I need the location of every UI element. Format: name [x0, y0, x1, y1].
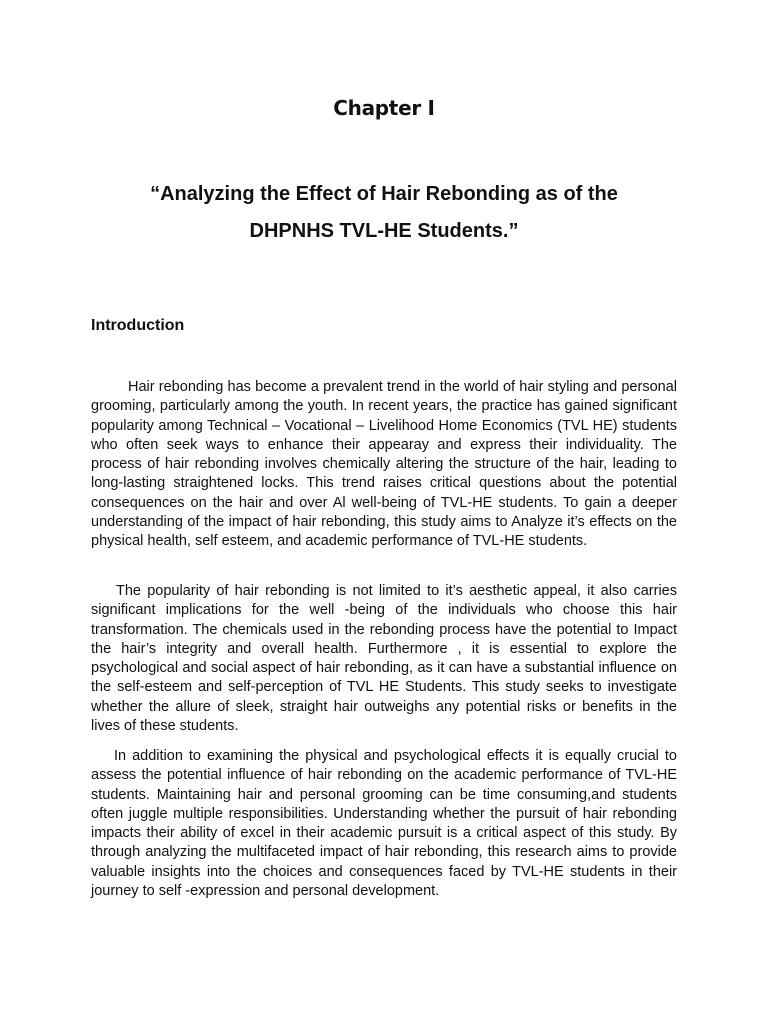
paragraph-1: Hair rebonding has become a prevalent trend in the world of hair styling and personal grooming, particularly among the youth. In recent years, the practice has gained significant popularity among Technical – Vocational – Livelihood Home Economics (TVL HE) students who often seek ways to enhance their appearay and express their individuality. The process of hair rebonding involves chemically altering the structure of the hair, leading to long-lasting straightened locks. This trend raises critical questions about the potential consequences on the hair and over Al well-being of TVL-HE students. To gain a deeper understanding of the impact of hair rebonding, this study aims to Analyze it’s effects on the physical health, self esteem, and academic performance of TVL-HE students. — [91, 379, 677, 550]
section-heading-introduction: Introduction — [91, 317, 185, 334]
document-title — [90, 176, 678, 250]
paragraph-3: In addition to examining the physical and psychological effects it is equally crucial to assess the potential influence of hair rebonding on the academic performance of TVL-HE students. Maintaining hair and personal grooming can be time consuming,and students often juggle multiple responsibilities. Understanding whether the pursuit of hair rebonding impacts their ability of excel in their academic pursuit is a critical aspect of this study. By through analyzing the multifaceted impact of hair rebonding, this research aims to provide valuable insights into the choices and consequences faced by TVL-HE students in their journey to self -expression and personal development. — [91, 748, 677, 900]
title-line-2: DHPNHS TVL-HE Students.” — [249, 220, 519, 242]
title-line-1: “Analyzing the Effect of Hair Rebonding as of the — [150, 183, 618, 205]
chapter-heading: Chapter I — [333, 96, 435, 120]
paragraph-2: The popularity of hair rebonding is not limited to it’s aesthetic appeal, it also carries significant implications for the well -being of the individuals who choose this hair transformation. The chemicals used in the rebonding process have the potential to Impact the hair’s integrity and overall health. Furthermore , it is essential to explore the psychological and social aspect of hair rebonding, as it can have a substantial influence on the self-esteem and self-perception of TVL HE Students. This study seeks to investigate whether the allure of sleek, straight hair outweighs any potential risks or benefits in the lives of these students. — [91, 583, 677, 735]
